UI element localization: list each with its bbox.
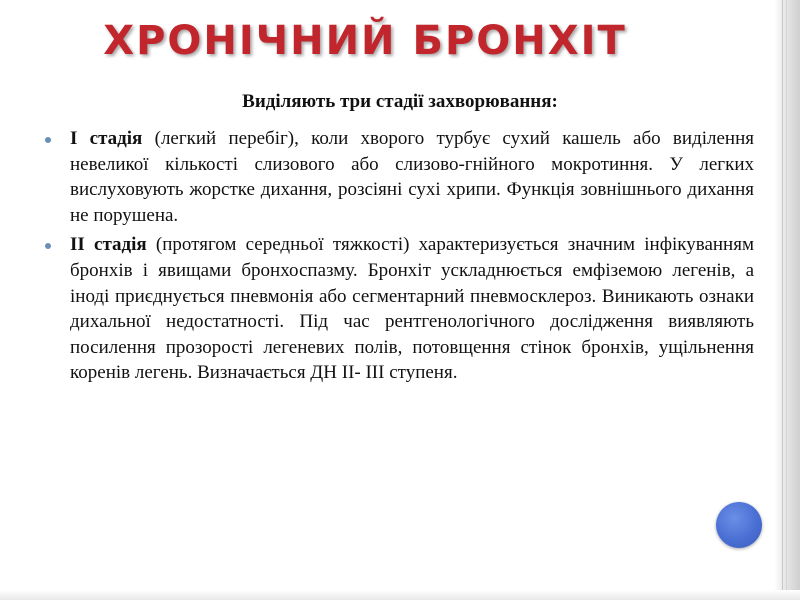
stage-label: I стадія bbox=[70, 128, 143, 149]
slide-edge-bottom bbox=[0, 590, 800, 600]
stage-description: (протягом середньої тяжкості) характеризується значним інфікуванням бронхів і явищами бронхоспазму. Бронхіт ускладнюється емфіземою легенів, а іноді приєднується пневмонія або сегментарний пневмосклероз. Виникають ознаки дихальної недостатності. Під час рентгенологічного дослідження виявляють посилення прозорості легеневих полів, потовщення стінок бронхів, ущільнення коренів легень. Визначається ДН ІІ- ІІІ ступеня. bbox=[70, 234, 754, 384]
bullet-icon bbox=[45, 243, 51, 249]
bullet-icon bbox=[45, 137, 51, 143]
stage-label: II стадія bbox=[70, 234, 147, 256]
slide-title: ХРОНІЧНИЙ БРОНХІТ bbox=[103, 18, 627, 64]
slide-subtitle: Виділяють три стадії захворювання: bbox=[242, 91, 558, 112]
list-item bbox=[42, 126, 754, 228]
stage-description: (легкий перебіг), коли хворого турбує сухий кашель або виділення невеликої кількості слизового або слизово-гнійного мокротиння. У легких вислуховують жорстке дихання, розсіяні сухі хрипи. Функція зовнішнього дихання не порушена. bbox=[70, 128, 754, 226]
list-item bbox=[42, 232, 754, 386]
slide-edge-right bbox=[774, 0, 800, 600]
page-number-circle-icon bbox=[716, 502, 762, 548]
bullet-list bbox=[42, 126, 754, 390]
